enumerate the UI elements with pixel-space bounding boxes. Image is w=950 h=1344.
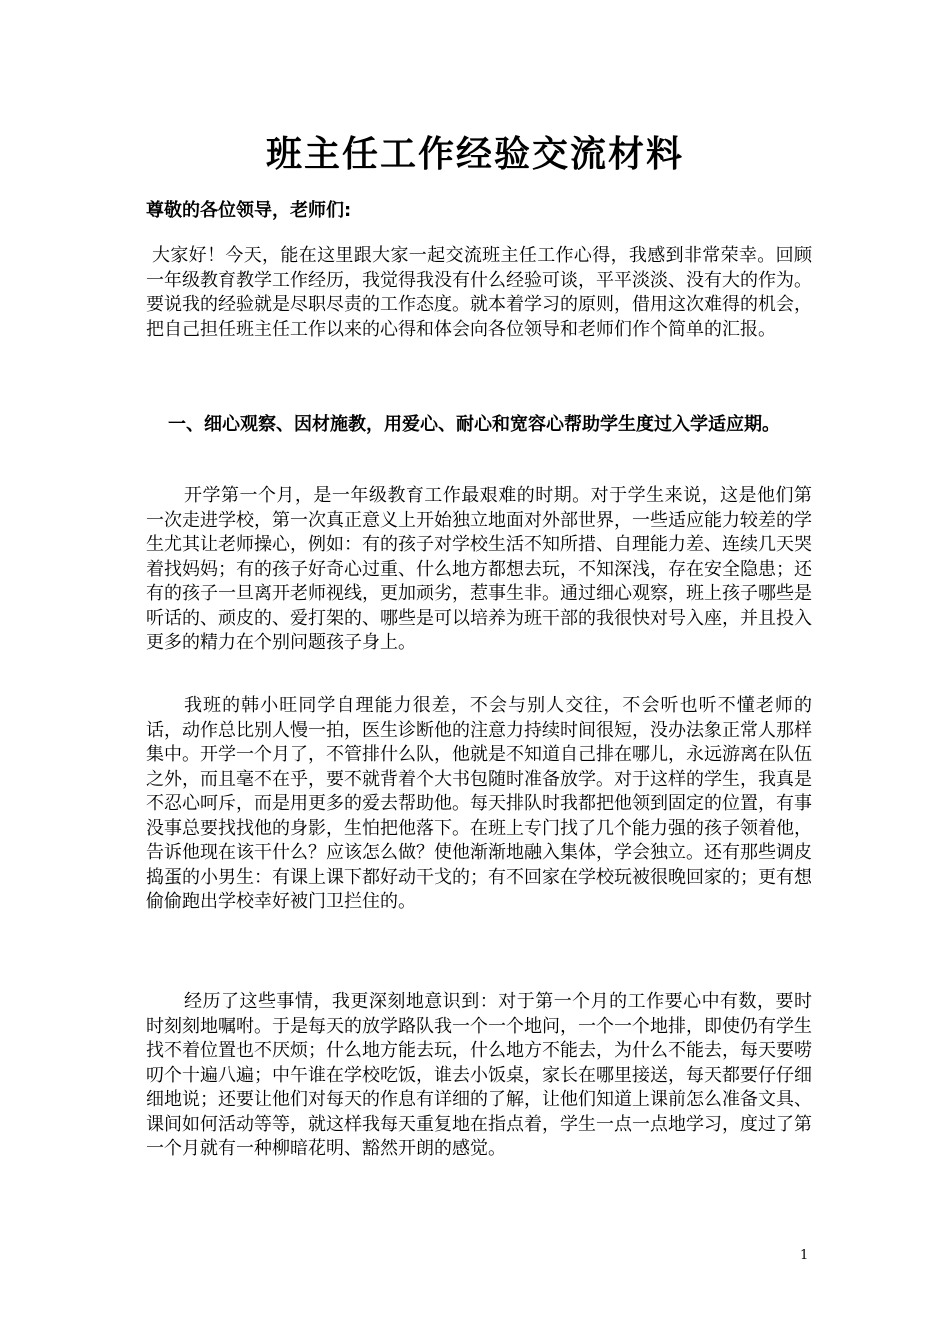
body-paragraph: 我班的韩小旺同学自理能力很差，不会与别人交往，不会听也听不懂老师的话，动作总比别人慢一拍，医生诊断他的注意力持续时间很短，没办法象正常人那样集中。开学一个月了，不管排什么队，他就是不知道自己排在哪儿，永远游离在队伍之外，而且毫不在乎，要不就背着个大书包随时准备放学。对于这样的学生，我真是不忍心呵斥，而是用更多的爱去帮助他。每天排队时我都把他领到固定的位置，有事没事总要找找他的身影，生怕把他落下。在班上专门找了几个能力强的孩子领着他，告诉他现在该干什么？应该怎么做？使他渐渐地融入集体，学会独立。还有那些调皮捣蛋的小男生：有课上课下都好动干戈的；有不回家在学校玩被很晚回家的；更有想偷偷跑出学校幸好被门卫拦住的。 bbox=[146, 695, 812, 912]
salutation: 尊敬的各位领导，老师们: bbox=[146, 200, 352, 221]
document-title: 班主任工作经验交流材料 bbox=[265, 134, 684, 175]
body-paragraph: 经历了这些事情，我更深刻地意识到：对于第一个月的工作要心中有数，要时时刻刻地嘱咐。于是每天的放学路队我一个一个地问，一个一个地排，即使仍有学生找不着位置也不厌烦；什么地方能去玩，什么地方不能去，为什么不能去，每天要唠叨个十遍八遍；中午谁在学校吃饭，谁去小饭桌，家长在哪里接送，每天都要仔仔细细地说；还要让他们对每天的作息有详细的了解，让他们知道上课前怎么准备文具、课间如何活动等等，就这样我每天重复地在指点着，学生一点一点地学习，度过了第一个月就有一种柳暗花明、豁然开朗的感觉。 bbox=[146, 991, 812, 1159]
body-paragraph: 开学第一个月，是一年级教育工作最艰难的时期。对于学生来说，这是他们第一次走进学校，第一次真正意义上开始独立地面对外部世界，一些适应能力较差的学生尤其让老师操心，例如：有的孩子对学校生活不知所措、自理能力差、连续几天哭着找妈妈；有的孩子好奇心过重、什么地方都想去玩，不知深浅，存在安全隐患；还有的孩子一旦离开老师视线，更加顽劣，惹事生非。通过细心观察，班上孩子哪些是听话的、顽皮的、爱打架的、哪些是可以培养为班干部的我很快对号入座，并且投入更多的精力在个别问题孩子身上。 bbox=[146, 485, 812, 653]
section-heading: 一、细心观察、因材施教，用爱心、耐心和宽容心帮助学生度过入学适应期。 bbox=[168, 414, 780, 435]
page-number: 1 bbox=[800, 1248, 809, 1263]
intro-paragraph: 大家好！今天，能在这里跟大家一起交流班主任工作心得，我感到非常荣幸。回顾一年级教育教学工作经历，我觉得我没有什么经验可谈，平平淡淡、没有大的作为。要说我的经验就是尽职尽责的工作态度。就本着学习的原则，借用这次难得的机会，把自己担任班主任工作以来的心得和体会向各位领导和老师们作个简单的汇报。 bbox=[146, 245, 812, 340]
